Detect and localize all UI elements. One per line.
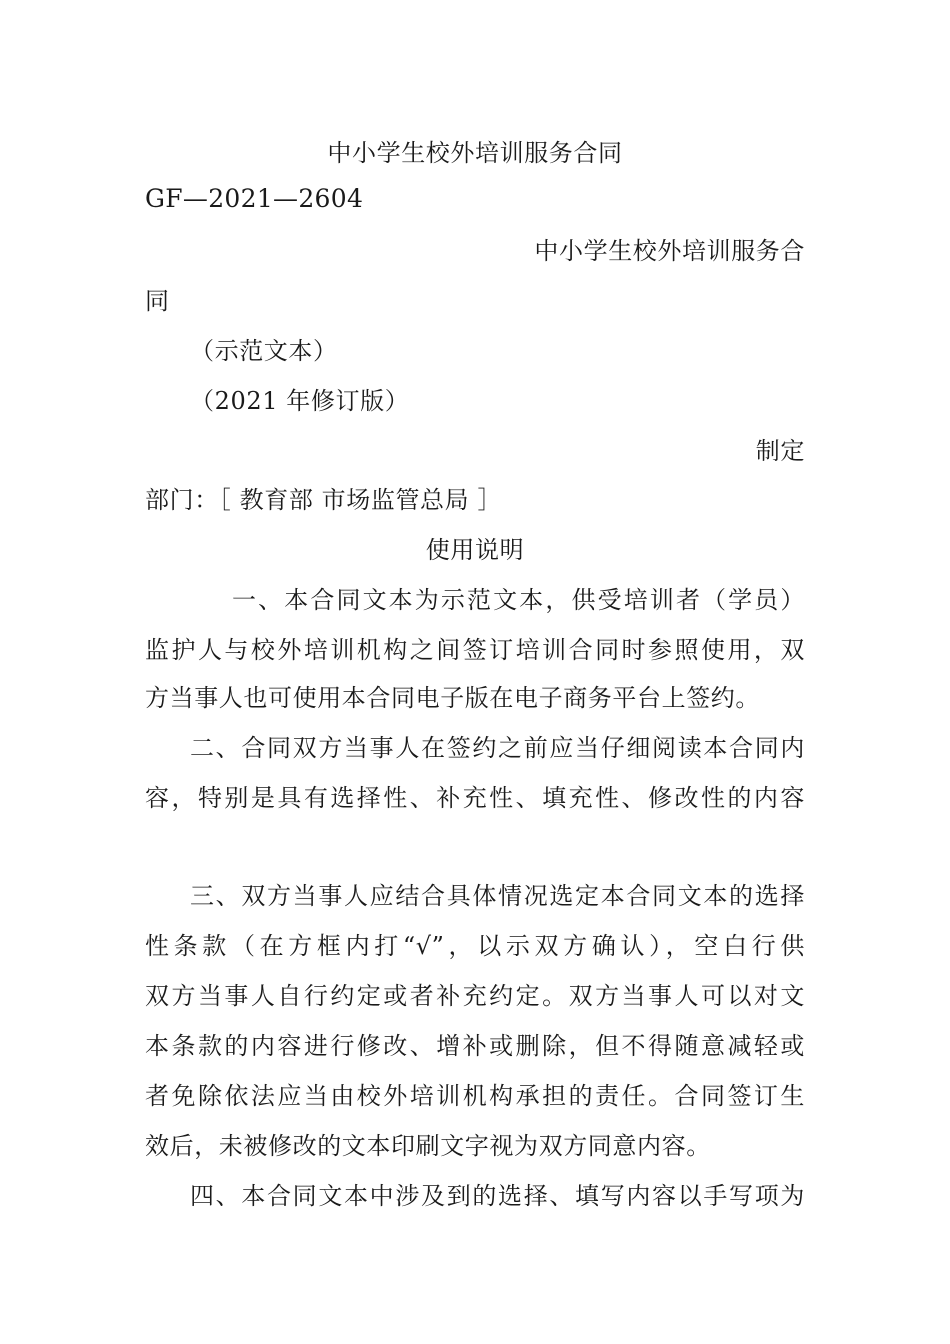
cover-title-line2: 同 xyxy=(145,287,170,315)
para1-line3: 方当事人也可使用本合同电子版在电子商务平台上签约。 xyxy=(145,684,760,712)
para2-line2: 容，特别是具有选择性、补充性、填充性、修改性的内容 xyxy=(145,784,805,812)
para3-line6: 效后，未被修改的文本印刷文字视为双方同意内容。 xyxy=(145,1132,711,1160)
para3-line2: 性条款（在方框内打“√”，以示双方确认），空白行供 xyxy=(145,932,805,960)
cover-subtitle-revision: （2021 年修订版） xyxy=(190,387,410,415)
para1-line1: 一、本合同文本为示范文本，供受培训者（学员） xyxy=(232,586,805,614)
para1-line2: 监护人与校外培训机构之间签订培训合同时参照使用，双 xyxy=(145,636,805,664)
para3-line1: 三、双方当事人应结合具体情况选定本合同文本的选择 xyxy=(190,882,805,910)
document-title: 中小学生校外培训服务合同 xyxy=(327,139,623,167)
document-code: GF—2021—2604 xyxy=(145,184,364,213)
para2-line1: 二、合同双方当事人在签约之前应当仔细阅读本合同内 xyxy=(190,734,805,762)
para3-line3: 双方当事人自行约定或者补充约定。双方当事人可以对文 xyxy=(145,982,805,1010)
instructions-heading: 使用说明 xyxy=(425,536,525,564)
para3-line4: 本条款的内容进行修改、增补或删除，但不得随意减轻或 xyxy=(145,1032,805,1060)
para4-line1: 四、本合同文本中涉及到的选择、填写内容以手写项为 xyxy=(190,1182,805,1210)
cover-subtitle-sample: （示范文本） xyxy=(190,337,338,365)
maker-label-line2: 部门：［ 教育部 市场监管总局 ］ xyxy=(145,486,503,514)
para3-line5: 者免除依法应当由校外培训机构承担的责任。合同签订生 xyxy=(145,1082,805,1110)
maker-label-line1: 制定 xyxy=(755,437,805,465)
cover-title-line1: 中小学生校外培训服务合 xyxy=(534,237,805,265)
